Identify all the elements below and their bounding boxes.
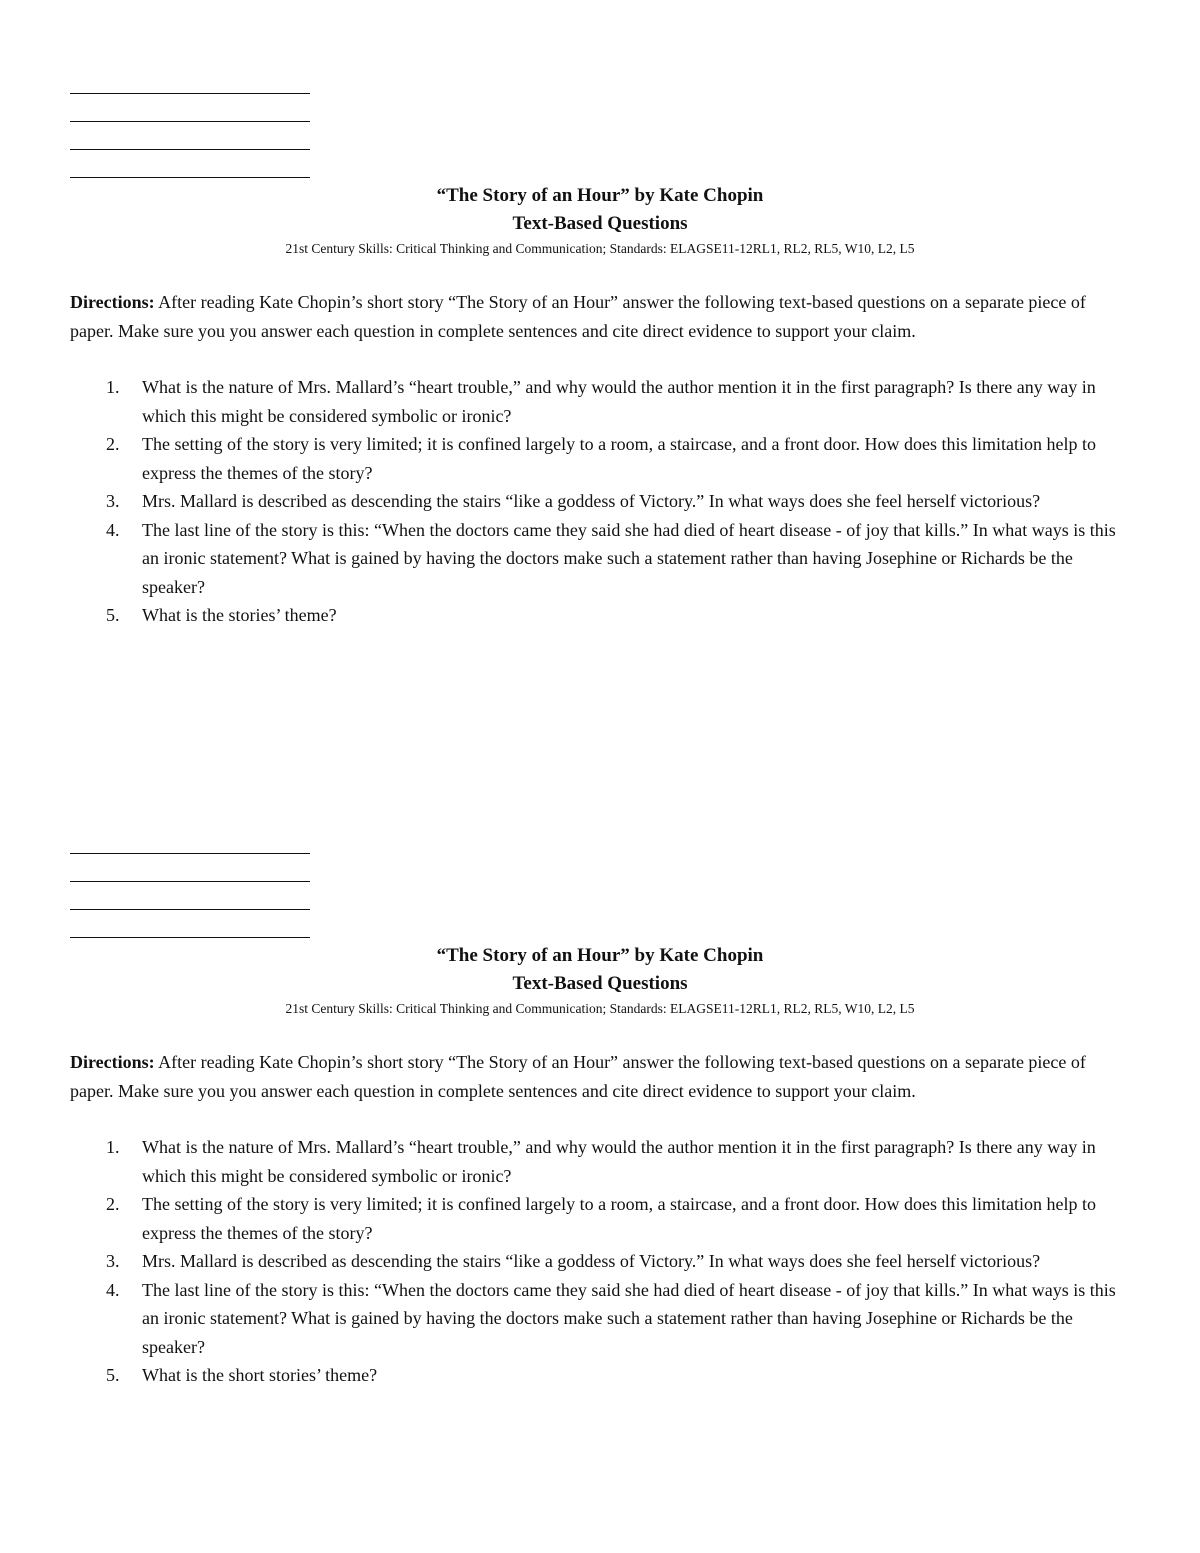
question-text: Mrs. Mallard is described as descending the stairs “like a goddess of Victory.” In what ways does she feel herself victorious? — [142, 491, 1041, 511]
question-text: What is the short stories’ theme? — [142, 1365, 378, 1385]
question-item — [70, 487, 1130, 516]
standards-line: 21st Century Skills: Critical Thinking and Communication; Standards: ELAGSE11-12RL1, RL2, RL5, W10, L2, L5 — [285, 1001, 915, 1016]
question-item — [70, 1276, 1130, 1362]
blank-line — [70, 122, 310, 150]
blank-line — [70, 94, 310, 122]
blank-line — [70, 910, 310, 938]
question-item — [70, 1247, 1130, 1276]
question-number: 5. — [106, 605, 120, 625]
question-item — [70, 1361, 1130, 1390]
question-number: 2. — [106, 434, 120, 454]
name-lines — [70, 80, 310, 178]
question-number: 3. — [106, 1251, 120, 1271]
worksheet-title: “The Story of an Hour” by Kate Chopin — [436, 185, 764, 206]
blank-line — [70, 80, 310, 94]
question-text: What is the stories’ theme? — [142, 605, 337, 625]
question-text: The last line of the story is this: “When the doctors came they said she had died of heart disease - of joy that kills.” In what ways is this an ironic statement? What is gained by having the doctors make such a statement rather than having Josephine or Richards be the speaker? — [142, 1279, 1116, 1357]
question-text: The setting of the story is very limited; it is confined largely to a room, a staircase, and a front door. How does this limitation help to express the themes of the story? — [142, 1194, 1096, 1243]
question-list — [70, 1133, 1130, 1390]
question-number: 1. — [106, 377, 120, 397]
question-number: 2. — [106, 1194, 120, 1214]
directions-label: Directions: — [70, 1052, 155, 1072]
question-text: The last line of the story is this: “When the doctors came they said she had died of heart disease - of joy that kills.” In what ways is this an ironic statement? What is gained by having the doctors make such a statement rather than having Josephine or Richards be the speaker? — [142, 519, 1116, 597]
blank-line — [70, 150, 310, 178]
worksheet-subtitle: Text-Based Questions — [512, 973, 688, 994]
question-number: 3. — [106, 491, 120, 511]
directions-text: After reading Kate Chopin’s short story “The Story of an Hour” answer the following text-based questions on a separate piece of paper. Make sure you you answer each question in complete sentences and cite direct evidence to support your claim. — [70, 292, 1086, 341]
directions-text: After reading Kate Chopin’s short story “The Story of an Hour” answer the following text-based questions on a separate piece of paper. Make sure you you answer each question in complete sentences and cite direct evidence to support your claim. — [70, 1052, 1086, 1101]
question-item — [70, 601, 1130, 630]
question-number: 4. — [106, 1279, 120, 1300]
name-lines — [70, 840, 310, 938]
question-item — [70, 516, 1130, 602]
question-number: 4. — [106, 519, 120, 540]
question-item — [70, 1133, 1130, 1190]
directions-paragraph — [70, 1048, 1130, 1105]
question-item — [70, 430, 1130, 487]
directions-paragraph — [70, 288, 1130, 345]
question-number: 5. — [106, 1365, 120, 1385]
blank-line — [70, 840, 310, 854]
question-item — [70, 1190, 1130, 1247]
worksheet-subtitle: Text-Based Questions — [512, 213, 688, 234]
worksheet-top — [70, 80, 1130, 630]
question-text: The setting of the story is very limited; it is confined largely to a room, a staircase, and a front door. How does this limitation help to express the themes of the story? — [142, 434, 1096, 483]
question-number: 1. — [106, 1137, 120, 1157]
blank-line — [70, 882, 310, 910]
question-item — [70, 373, 1130, 430]
blank-line — [70, 854, 310, 882]
question-text: Mrs. Mallard is described as descending the stairs “like a goddess of Victory.” In what ways does she feel herself victorious? — [142, 1251, 1041, 1271]
directions-label: Directions: — [70, 292, 155, 312]
worksheet-bottom — [70, 840, 1130, 1390]
question-text: What is the nature of Mrs. Mallard’s “heart trouble,” and why would the author mention it in the first paragraph? Is there any way in which this might be considered symbolic or ironic? — [142, 1137, 1096, 1186]
worksheet-title: “The Story of an Hour” by Kate Chopin — [436, 945, 764, 966]
question-text: What is the nature of Mrs. Mallard’s “heart trouble,” and why would the author mention it in the first paragraph? Is there any way in which this might be considered symbolic or ironic? — [142, 377, 1096, 426]
standards-line: 21st Century Skills: Critical Thinking and Communication; Standards: ELAGSE11-12RL1, RL2, RL5, W10, L2, L5 — [285, 241, 915, 256]
question-list — [70, 373, 1130, 630]
